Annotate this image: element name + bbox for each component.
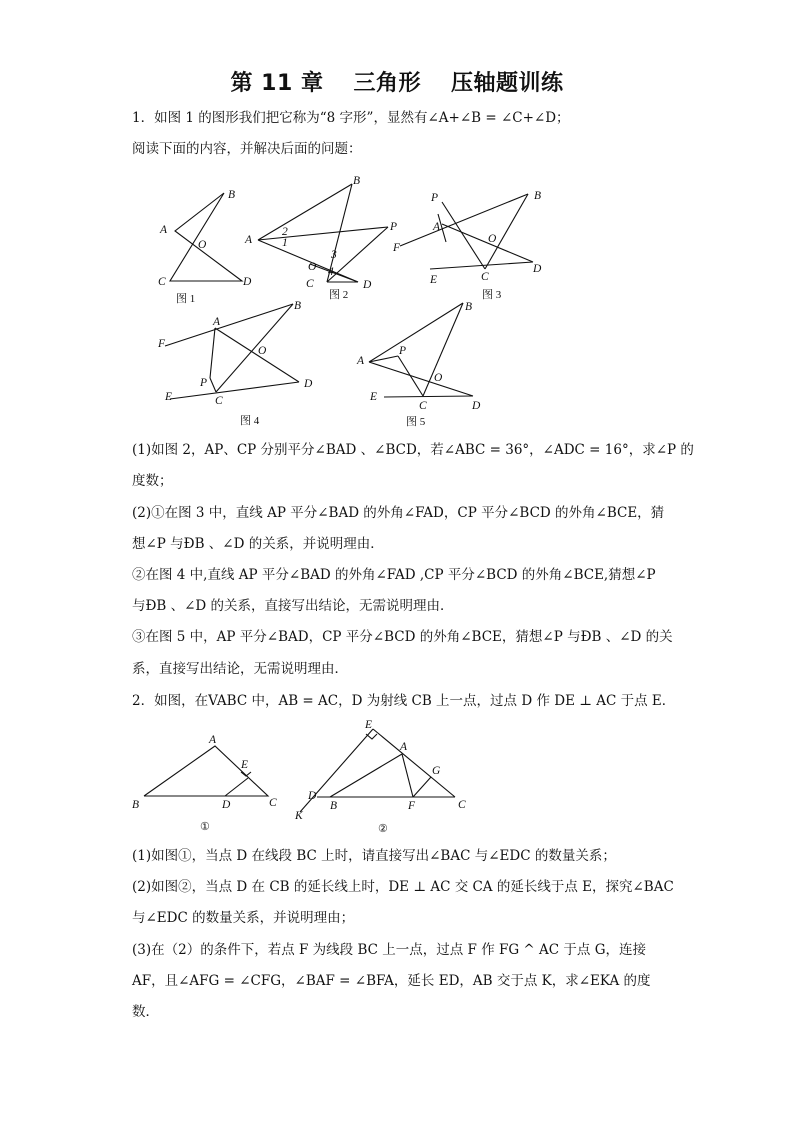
chapter-subtitle: 压轴题训练 bbox=[450, 71, 564, 96]
fig3-label-c: C bbox=[481, 271, 489, 283]
fig4-label-c: C bbox=[215, 395, 223, 407]
fig2-label-c: C bbox=[306, 278, 314, 290]
q2-part3-line3: 数． bbox=[132, 1004, 159, 1020]
fig4-label-e: E bbox=[165, 391, 173, 403]
figure-circle-1 bbox=[130, 730, 290, 840]
fig2-label-p: P bbox=[390, 221, 398, 233]
fig4-caption: 图 4 bbox=[240, 415, 260, 427]
fig3-label-p: P bbox=[431, 192, 439, 204]
fig3-label-d: D bbox=[533, 263, 542, 275]
fig4-label-f: F bbox=[158, 338, 166, 350]
fig2-label-b: B bbox=[353, 175, 361, 187]
q1-part2a-line2: 想∠P 与ÐB 、∠D 的关系，并说明理由． bbox=[132, 536, 384, 552]
q2-part2-line1: (2)如图②，当点 D 在 CB 的延长线上时，DE ⊥ AC 交 CA 的延长线于点 E，探究∠BAC bbox=[132, 879, 674, 895]
figure-2 bbox=[243, 172, 413, 304]
q2-part1: (1)如图①，当点 D 在线段 BC 上时，请直接写出∠BAC 与∠EDC 的数量关系； bbox=[132, 848, 616, 864]
figure-3 bbox=[390, 184, 560, 302]
fig2-angle-1: 1 bbox=[282, 237, 288, 249]
q1-instruction: 阅读下面的内容，并解决后面的问题： bbox=[132, 141, 362, 157]
q1-part2c-line2: 系，直接写出结论，无需说明理由． bbox=[132, 661, 348, 677]
q2-part3-line1: (3)在（2）的条件下，若点 F 为线段 BC 上一点，过点 F 作 FG ^ AC 于点 G，连接 bbox=[132, 942, 646, 958]
q1-part2b-line2: 与ÐB 、∠D 的关系，直接写出结论，无需说明理由． bbox=[132, 598, 454, 614]
q2-intro: 2．如图，在VABC 中，AB = AC，D 为射线 CB 上一点，过点 D 作 DE ⊥ AC 于点 E． bbox=[132, 693, 676, 709]
fig1-caption: 图 1 bbox=[176, 293, 196, 305]
figB-caption: ② bbox=[378, 823, 388, 835]
fig3-label-o: O bbox=[488, 233, 497, 245]
chapter-name: 三角形 bbox=[353, 71, 421, 96]
page-title bbox=[0, 66, 794, 97]
fig3-caption: 图 3 bbox=[482, 289, 502, 301]
fig5-caption: 图 5 bbox=[406, 416, 426, 428]
fig3-label-a: A bbox=[433, 221, 441, 233]
figure-4 bbox=[155, 296, 325, 431]
fig3-label-f: F bbox=[393, 242, 401, 254]
fig2-caption: 图 2 bbox=[329, 289, 349, 301]
figA-label-e: E bbox=[241, 759, 249, 771]
fig5-label-c: C bbox=[419, 400, 427, 412]
fig1-label-a: A bbox=[160, 224, 168, 236]
figB-label-b: B bbox=[330, 800, 338, 812]
fig2-label-a: A bbox=[245, 234, 253, 246]
q2-part3-line2: AF，且∠AFG = ∠CFG，∠BAF = ∠BFA，延长 ED，AB 交于点 K，求∠EKA 的度 bbox=[132, 973, 651, 989]
figB-label-d: D bbox=[308, 790, 317, 802]
figure-circle-2 bbox=[290, 716, 480, 840]
q1-intro: 1．如图 1 的图形我们把它称为“8 字形”，显然有∠A+∠B = ∠C+∠D； bbox=[132, 110, 570, 126]
q1-part2b-line1: ②在图 4 中,直线 AP 平分∠BAD 的外角∠FAD ,CP 平分∠BCD 的外角∠BCE,猜想∠P bbox=[132, 567, 656, 583]
figB-label-c: C bbox=[458, 799, 466, 811]
figA-label-c: C bbox=[269, 797, 277, 809]
fig4-label-a: A bbox=[213, 316, 221, 328]
fig4-label-o: O bbox=[258, 345, 267, 357]
fig5-label-p: P bbox=[399, 345, 407, 357]
fig2-label-o: O bbox=[308, 261, 317, 273]
figA-label-b: B bbox=[132, 799, 140, 811]
fig3-label-b: B bbox=[534, 190, 542, 202]
figure-5 bbox=[350, 296, 510, 431]
q1-part1-line2: 度数； bbox=[132, 473, 173, 489]
q1-part2a-line1: (2)①在图 3 中，直线 AP 平分∠BAD 的外角∠FAD，CP 平分∠BCD 的外角∠BCE，猜 bbox=[132, 505, 665, 521]
fig2-angle-3: 3 bbox=[331, 249, 337, 261]
fig5-label-a: A bbox=[357, 355, 365, 367]
figB-label-a: A bbox=[400, 741, 408, 753]
fig4-label-b: B bbox=[294, 300, 302, 312]
fig1-label-o: O bbox=[198, 239, 207, 251]
figA-label-d: D bbox=[222, 799, 231, 811]
fig4-label-d: D bbox=[304, 378, 313, 390]
figB-label-f: F bbox=[408, 800, 416, 812]
fig2-angle-4: 4 bbox=[328, 266, 334, 278]
fig1-label-b: B bbox=[228, 189, 236, 201]
figB-label-k: K bbox=[295, 810, 303, 822]
fig2-label-d: D bbox=[363, 279, 372, 291]
chapter-number: 第 11 章 bbox=[230, 71, 324, 96]
fig1-label-c: C bbox=[158, 276, 166, 288]
fig1-label-d: D bbox=[243, 276, 252, 288]
fig3-label-e: E bbox=[430, 274, 438, 286]
fig2-angle-2: 2 bbox=[282, 226, 288, 238]
fig5-label-e: E bbox=[370, 391, 378, 403]
q1-part1-line1: (1)如图 2，AP、CP 分别平分∠BAD 、∠BCD，若∠ABC = 36°，∠ADC = 16°，求∠P 的 bbox=[132, 442, 694, 458]
figA-label-a: A bbox=[209, 734, 217, 746]
q2-part2-line2: 与∠EDC 的数量关系，并说明理由； bbox=[132, 910, 355, 926]
figB-label-e: E bbox=[365, 719, 373, 731]
q1-part2c-line1: ③在图 5 中，AP 平分∠BAD，CP 平分∠BCD 的外角∠BCE，猜想∠P 与ÐB 、∠D 的关 bbox=[132, 629, 673, 645]
figA-caption: ① bbox=[200, 821, 210, 833]
fig5-label-o: O bbox=[434, 372, 443, 384]
figB-label-g: G bbox=[432, 765, 441, 777]
fig5-label-b: B bbox=[465, 301, 473, 313]
fig4-label-p: P bbox=[200, 377, 208, 389]
fig5-label-d: D bbox=[472, 400, 481, 412]
